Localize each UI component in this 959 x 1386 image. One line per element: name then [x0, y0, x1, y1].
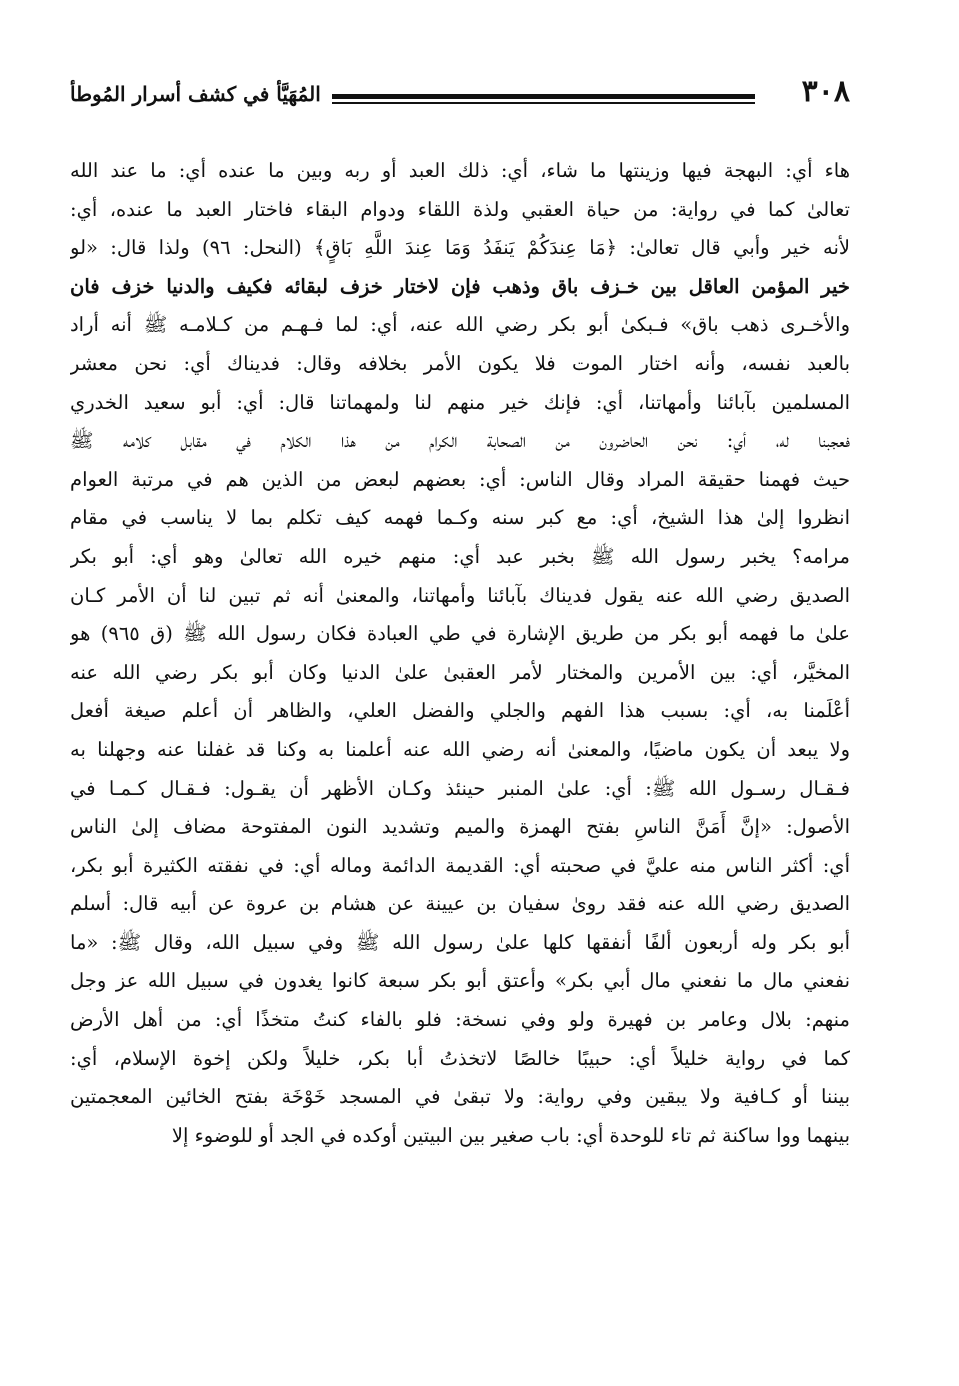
text-line: كما في رواية خليلاً أي: حبيبًا خالصًا لاتخذتُ أبا بكر، خليلاً ولكن إخوة الإسلام، أي:	[70, 1046, 850, 1070]
text-line: الصديق رضي الله عنه يقول فديناك بآبائنا وأمهاتنا، والمعنىٰ أنه ثم تبين لنا أن الأمر كـان	[70, 583, 850, 607]
text-line: أي: أكثر الناس منه عليَّ في صحبته أي: القديمة الدائمة وماله أي: في نفقته الكثيرة أبو بكر،	[70, 853, 850, 877]
text-line: الصديق رضي الله عنه فقد روىٰ سفيان بن عيينة عن هشام بن عروة عن أبيه قال: أسلم	[70, 892, 850, 916]
text-line: بينهما ووا ساكنة ثم تاء للوحدة أي: باب صغير بين البيتين أوكده في الجد أو للوضوء إلا	[171, 1123, 850, 1147]
text-line: الأصول: «إنَّ أَمَنَّ الناسِ بفتح الهمزة والميم وتشديد النون المفتوحة مضاف إلىٰ الناس	[70, 815, 850, 839]
text-line: منهم: بلال وعامر بن فهيرة ولو وفي نسخة: فلو بالفاء كنتُ متخذًا أي: من أهل الأرض	[70, 1008, 850, 1032]
text-line: والأخـرى ذهب باق» فـبكىٰ أبو بكر رضي الله عنه، أي: لما فـهـم من كـلامـه ﷺ أنه أراد	[70, 313, 850, 337]
text-line: ولا يبعد أن يكون ماضيًا، والمعنىٰ أنه رضي الله عنه أعلمنا به وكنا قد غفلنا عنه وجهلنا به	[70, 737, 850, 761]
text-line: علىٰ ما فهمه أبو بكر من طريق الإشارة في طي العبادة فكان رسول الله ﷺ (ق ٩٦٥) هو	[70, 622, 850, 646]
text-line: بالعبد نفسه، وأنه اختار الموت فلا يكون الأمر بخلافه وقال: فديناك أي: نحن معشر	[70, 351, 850, 375]
main-text	[70, 152, 850, 1155]
page-number: ٣٠٨	[801, 74, 850, 109]
text-line: مرامه؟ يخبر رسول الله ﷺ بخبر عبد أي: منهم خيره الله تعالىٰ وهو أي: أبو بكر	[70, 544, 850, 568]
text-line: نفعني مال ما نفعني مال أبي بكر» وأعتق أبو بكر سبعة كانوا يغدون في سبيل الله عز وجل	[70, 969, 850, 993]
text-line: بيننا أو كـافية ولا يبقين وفي رواية: ولا تبقىٰ في المسجد خَوْخَة بفتح الخائين المعجمتين	[70, 1085, 850, 1109]
book-title: المُهَيَّأ في كشف أسرار المُوطأ	[70, 82, 321, 106]
text-line: حيث فهمنا حقيقة المراد وقال الناس: أي: بعضهم لبعض من الذين هم في مرتبة العوام	[70, 467, 850, 491]
text-line: خير المؤمن العاقل بين خـزف باق وذهب فإن لاختار خزف لبقائه فكيف والدنيا خزف فان	[70, 274, 850, 298]
page-header	[70, 72, 850, 118]
text-line: فـقـال رسـول الله ﷺ: أي: علىٰ المنبر حينئذ وكـان الأظهر أن يقـول: فـقـال كـمـا في	[70, 776, 850, 800]
text-line: المخيَّر، أي: بين الأمرين والمختار لأمر العقبىٰ علىٰ الدنيا وكان أبو بكر رضي الله عنه	[70, 660, 850, 684]
text-line: انظروا إلىٰ هذا الشيخ، أي: مع كبر سنه وكـما فهمه كيف تكلم بما لا يناسب في مقام	[70, 506, 850, 530]
text-line: هاء أي: البهجة فيها وزينتها ما شاء، أي: ذلك العبد أو ربه وبين ما عنده أي: ما عند الله	[70, 159, 850, 182]
text-line: فعجبنا له، أي: نحن الحاضرون من الصحابة الكرام من هذا الكلام في مقابل كلامه ﷺ	[70, 429, 850, 453]
text-line: المسلمين بآبائنا وأمهاتنا، أي: فإنك خير منهم لنا ولمهماتنا قال: أي: أبو سعيد الخدري	[70, 390, 850, 414]
header-rule	[332, 94, 755, 104]
text-line: لأنه خير وأبي قال تعالىٰ: ﴿مَا عِندَكُمْ يَنفَدُ وَمَا عِندَ اللَّهِ بَاقٍ﴾ (النحل: ٩٦) ولذا قال: «لو	[70, 236, 850, 260]
text-line: أعْلَمنا به، أي: بسبب هذا الفهم والجلي والفضل العلي، والظاهر أن أعلم صيغة أفعل	[70, 699, 850, 723]
text-line: أبو بكر وله أربعون ألفًا أنفقها كلها علىٰ رسول الله ﷺ وفي سبيل الله، وقال ﷺ: «ما	[70, 930, 850, 954]
text-line: تعالىٰ كما في رواية: من حياة العقبي ولذة اللقاء ودوام البقاء فاختار العبد ما عنده، أي:	[70, 197, 850, 221]
